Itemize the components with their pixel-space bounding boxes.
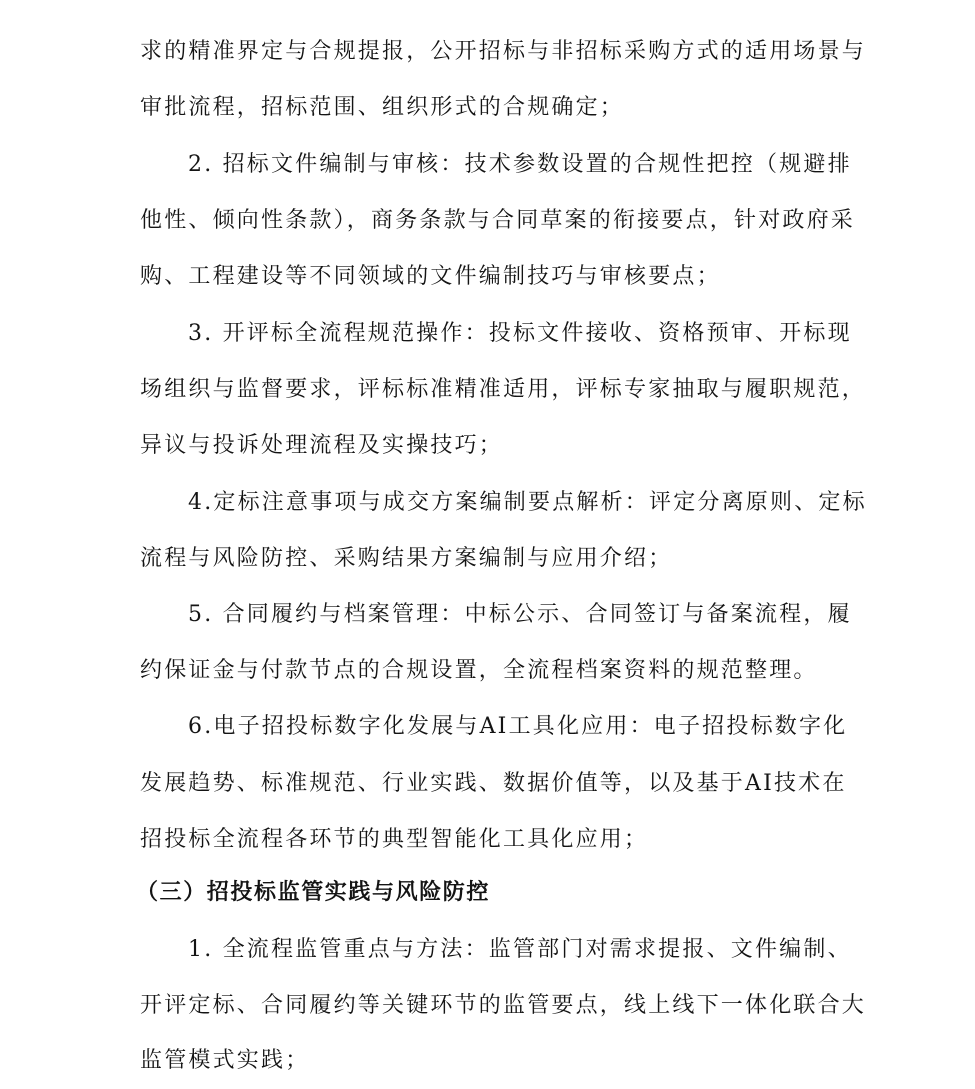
text-line: 场组织与监督要求，评标标准精准适用，评标专家抽取与履职规范， [140,377,867,402]
text-line: 流程与风险防控、采购结果方案编制与应用介绍； [140,546,673,571]
list-item-1-line: 1. 全流程监管重点与方法：监管部门对需求提报、文件编制、 [188,937,852,962]
text-line: 求的精准界定与合规提报，公开招标与非招标采购方式的适用场景与 [140,39,867,64]
list-item-4-line: 4.定标注意事项与成交方案编制要点解析：评定分离原则、定标 [188,490,867,515]
section-heading: （三）招投标监管实践与风险防控 [136,880,491,905]
text-line: 监管模式实践； [140,1048,310,1073]
text-line: 发展趋势、标准规范、行业实践、数据价值等，以及基于AI技术在 [140,771,847,796]
text-line: 购、工程建设等不同领域的文件编制技巧与审核要点； [140,264,721,289]
list-item-3-line: 3. 开评标全流程规范操作：投标文件接收、资格预审、开标现 [188,321,852,346]
text-line: 开评定标、合同履约等关键环节的监管要点，线上线下一体化联合大 [140,993,867,1018]
list-item-2-line: 2. 招标文件编制与审核：技术参数设置的合规性把控（规避排 [188,152,852,177]
text-line: 审批流程，招标范围、组织形式的合规确定； [140,95,625,120]
text-line: 招投标全流程各环节的典型智能化工具化应用； [140,827,649,852]
text-line: 约保证金与付款节点的合规设置，全流程档案资料的规范整理。 [140,658,818,683]
text-line: 异议与投诉处理流程及实操技巧； [140,433,504,458]
list-item-5-line: 5. 合同履约与档案管理：中标公示、合同签订与备案流程，履 [188,602,852,627]
text-line: 他性、倾向性条款），商务条款与合同草案的衔接要点，针对政府采 [140,208,856,233]
list-item-6-line: 6.电子招投标数字化发展与AI工具化应用：电子招投标数字化 [188,714,848,739]
